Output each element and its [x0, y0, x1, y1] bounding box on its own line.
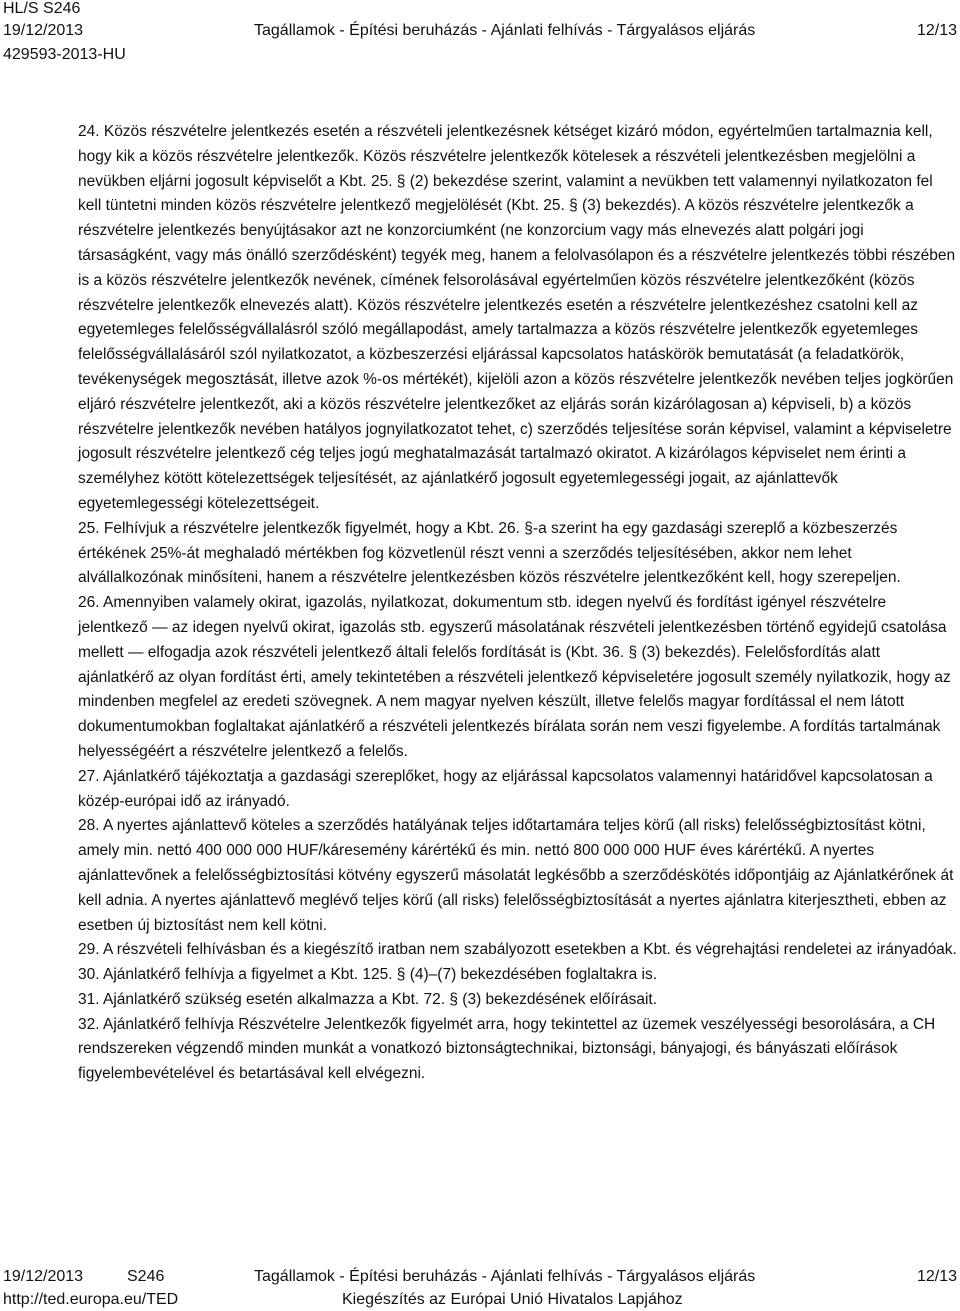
- header-date: 19/12/2013: [3, 22, 84, 39]
- header-series: HL/S S246: [3, 0, 81, 17]
- document-body: [78, 120, 958, 1087]
- paragraph-29: 29. A részvételi felhívásban és a kiegészítő iratban nem szabályozott esetekben a Kbt. és végrehajtási rendeletei az irányadóak.: [78, 941, 957, 959]
- paragraph-31: 31. Ajánlatkérő szükség esetén alkalmazza a Kbt. 72. § (3) bekezdésének előírásait.: [78, 990, 658, 1008]
- footer-date: 19/12/2013: [3, 1268, 84, 1285]
- paragraph-30: 30. Ajánlatkérő felhívja a figyelmet a Kbt. 125. § (4)–(7) bekezdésében foglaltakra is.: [78, 966, 658, 984]
- footer-publisher: Kiegészítés az Európai Unió Hivatalos Lapjához: [342, 1291, 683, 1308]
- header-title: Tagállamok - Építési beruházás - Ajánlati felhívás - Tárgyalásos eljárás: [254, 22, 756, 39]
- header-page-number: 12/13: [916, 22, 957, 39]
- paragraph-28: 28. A nyertes ajánlattevő köteles a szerződés hatályának teljes időtartamára teljes körű (all risks) felelősségbiztosítást kötni, amely min. nettó 400 000 000 HUF/káresemény kárértékű és min. nettó 800 000 000 HUF éves kárértékű. A nyertes ajánlattevőnek a felelősségbiztosítási kötvény egyszerű másolatát legkésőbb a szerződéskötés időpontjáig az Ajánlatkérőnek át kell adnia. A nyertes ajánlattevő meglévő teljes körű (all risks) felelősségbiztosítását a nyertes ajánlatra kiterjesztheti, ebben az esetben új biztosítást nem kell kötni.: [78, 817, 954, 934]
- footer-title: Tagállamok - Építési beruházás - Ajánlati felhívás - Tárgyalásos eljárás: [254, 1268, 756, 1285]
- footer-series: S246: [127, 1268, 165, 1285]
- paragraph-26: 26. Amennyiben valamely okirat, igazolás, nyilatkozat, dokumentum stb. idegen nyelvű és fordítást igényel részvételre jelentkező — az idegen nyelvű okirat, igazolás stb. egyszerű másolatának részvételi jelentkezésben történő egyidejű csatolása mellett — elfogadja azok részvételi jelentkező általi felelős fordítását is (Kbt. 36. § (3) bekezdés). Felelősfordítás alatt ajánlatkérő az olyan fordítást érti, amely tekintetében a részvételi jelentkező képviseletére jogosult személy nyilatkozik, hogy az mindenben megfelel az eredeti szövegnek. A nem magyar nyelven készült, illetve felelős magyar fordítással el nem látott dokumentumokban foglaltakat ajánlatkérő a részvételi jelentkezés bírálata során nem veszi figyelembe. A fordítás tartalmának helyességéért a részvételre jelentkező a felelős.: [78, 594, 951, 760]
- paragraph-24: 24. Közös részvételre jelentkezés esetén a részvételi jelentkezésnek kétséget kizáró módon, egyértelműen tartalmaznia kell, hogy kik a közös részvételre jelentkezők. Közös részvételre jelentkezők kötelesek a részvételi jelentkezésben megjelölni a nevükben eljárni jogosult képviselőt a Kbt. 25. § (2) bekezdése szerint, valamint a nevükben tett valamennyi nyilatkozaton fel kell tüntetni minden közös részvételre jelentkező megjelölését (Kbt. 25. § (3) bekezdés). A közös részvételre jelentkezők a részvételre jelentkezés benyújtásakor azt ne konzorciumként (ne konzorcium vagy más elnevezés alatt polgári jogi társaságként, vagy más önálló szerződésként) tegyék meg, hanem a felolvasólapon és a részvételre jelentkezés többi részében is a közös részvételre jelentkezők nevének, címének felsorolásával egyértelműen közös részvételre jelentkezőként (közös részvételre jelentkezők elnevezés alatt). Közös részvételre jelentkezés esetén a részvételre jelentkezéshez csatolni kell az egyetemleges felelősségvállalásról szóló megállapodást, amely tartalmazza a közös részvételre jelentkezők egyetemleges felelősségvállalásáról szól nyilatkozatot, a közbeszerzési eljárással kapcsolatos hatáskörök bemutatását (a feladatkörök, tevékenységek megosztását, illetve azok %-os mértékét), kijelöli azon a közös részvételre jelentkezők nevében teljes jogkörűen eljáró részvételre jelentkezőt, aki a közös részvételre jelentkezőket az eljárás során kizárólagosan a) képviseli, b) a közös részvételre jelentkezők nevében hatályos jognyilatkozatot tehet, c) szerződés teljesítése során képvisel, valamint a képviseletre jogosult részvételre jelentkező cég teljes jogú meghatalmazását tartalmazó okiratot. A kizárólagos képviselet nem érinti a személyhez kötött kötelezettségek teljesítését, az ajánlatkérő jogosult egyetemlegességi jogait, az ajánlattevők egyetemlegességi kötelezettségeit.: [78, 123, 956, 512]
- paragraph-27: 27. Ajánlatkérő tájékoztatja a gazdasági szereplőket, hogy az eljárással kapcsolatos valamennyi határidővel kapcsolatosan a közép-európai idő az irányadó.: [78, 767, 933, 810]
- paragraph-25: 25. Felhívjuk a részvételre jelentkezők figyelmét, hogy a Kbt. 26. §-a szerint ha egy gazdasági szereplő a közbeszerzés értékének 25%-át meghaladó mértékben fog közvetlenül részt venni a szerződés teljesítésében, akkor nem lehet alvállalkozónak minősíteni, hanem a részvételre jelentkezésben közös részvételre jelentkezőként kell, hogy szerepeljen.: [78, 519, 901, 587]
- footer-url[interactable]: http://ted.europa.eu/TED: [3, 1291, 179, 1308]
- header-notice-id: 429593-2013-HU: [3, 46, 126, 63]
- footer-page-number: 12/13: [916, 1268, 957, 1285]
- paragraph-32: 32. Ajánlatkérő felhívja Részvételre Jelentkezők figyelmét arra, hogy tekintettel az üzemek veszélyességi besorolására, a CH rendszereken végzendő minden munkát a vonatkozó biztonságtechnikai, biztonsági, bányajogi, és bányászati előírások figyelembevételével és betartásával kell elvégezni.: [78, 1015, 936, 1083]
